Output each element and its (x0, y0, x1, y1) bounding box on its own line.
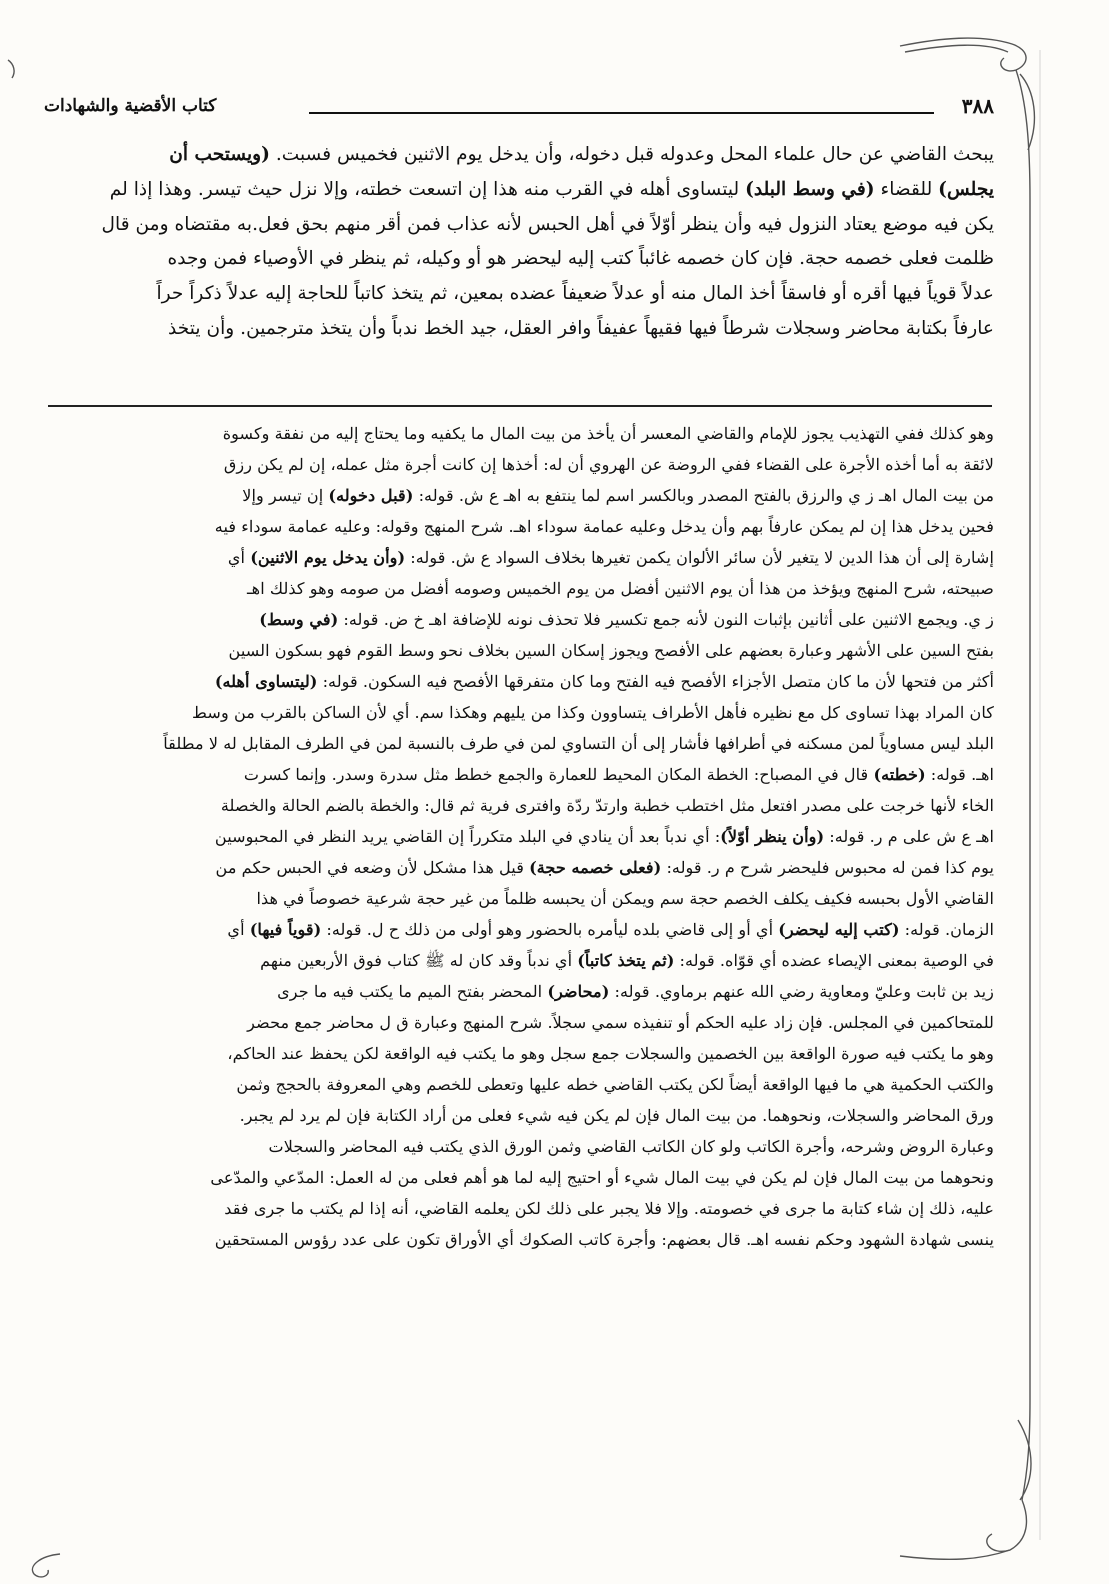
text-run: والكتب الحكمية هي ما فيها الواقعة أيضاً لكن يكتب القاضي خطه عليها وتعطى للخصم وهي المعروفة بالحجج وثمن (236, 1075, 994, 1094)
bold-term: (فعلى خصمه حجة) (529, 858, 662, 877)
bold-term: (ثم يتخذ كاتباً) (577, 951, 675, 970)
text-line (44, 242, 994, 277)
text-run: ينسى شهادة الشهود وحكم نفسه اهـ. قال بعضهم: وأجرة كاتب الصكوك أي الأوراق تكون على عدد رؤوس المستحقين (214, 1230, 994, 1249)
text-run: : أي ندباً بعد أن ينادي في البلد متكرراً إن القاضي يريد النظر في المحبوسين (214, 827, 721, 846)
footnote-separator (48, 405, 992, 407)
text-line (44, 728, 994, 759)
text-run: أي أو إلى قاضي بلده ليأمره بالحضور وهو أولى من ذلك ح ل. قوله: (321, 920, 779, 939)
header-rule (309, 112, 934, 114)
text-line (44, 138, 994, 173)
bold-term: (قوياً فيها) (249, 920, 322, 939)
text-run: ليتساوى أهله في القرب منه هذا إن اتسعت خطته، وإلا نزل حيث تيسر. وهذا إذا لم (109, 178, 746, 200)
text-run: أكثر من فتحها لأن ما كان متصل الأجزاء الأفصح فيه الفتح وما كان متفرقها الأفصح فيه السكون. قوله: (317, 672, 994, 691)
text-run: الخاء لأنها خرجت على مصدر افتعل مثل اختطب خطبة وارتدّ ردّة وافترى فرية ثم قال: والخطة بالضم الحالة والخصلة (220, 796, 994, 815)
text-line (44, 635, 994, 666)
text-line (44, 1162, 994, 1193)
text-run: لائقة به أما أخذه الأجرة على القضاء ففي الروضة عن الهروي أن له: أخذها إن كانت أجرة مثل عمله، إن لم يكن رزق (223, 455, 994, 474)
text-run: وهو ما يكتب فيه صورة الواقعة بين الخصمين والسجلات جمع سجل وهو ما يكتب فيه الواقعة لكن يحفظ عند الحاكم، (227, 1044, 994, 1063)
text-line (44, 821, 994, 852)
bold-term: (ليتساوى أهله) (214, 672, 318, 691)
text-run: إن تيسر وإلا (242, 486, 329, 505)
bold-term: يجلس) (938, 178, 994, 200)
text-run: عليه، ذلك إن شاء كتابة ما جرى في خصومته. وإلا فلا يجبر على ذلك لكن يعلمه القاضي، أنه إذا لم يكتب ما جرى فقد (224, 1199, 994, 1218)
text-line (44, 914, 994, 945)
text-run: بفتح السين على الأشهر وعبارة بعضهم على الأفصح ويجوز إسكان السين بخلاف نحو وسط القوم فهو بسكون السين (228, 641, 994, 660)
text-run: للقضاء (874, 178, 939, 200)
text-run: فحين يدخل هذا إن لم يمكن عارفاً بهم وأن يدخل وعليه عمامة سوداء اهـ. شرح المنهج وقوله: وعليه عمامة سوداء فيه (214, 517, 994, 536)
bold-term: (في وسط) (259, 610, 339, 629)
text-line (44, 883, 994, 914)
text-run: للمتحاكمين في المجلس. فإن زاد عليه الحكم أو تنفيذه سمي سجلاً. شرح المنهج وعبارة ق ل محاضر جمع محضر (247, 1013, 994, 1032)
bold-term: (وأن يدخل يوم الاثنين) (250, 548, 406, 567)
text-run: عدلاً قوياً فيها أقره أو فاسقاً أخذ المال منه أو عدلاً ضعيفاً عضده بمعين، ثم يتخذ كاتباً للحاجة إليه عدلاً ذكراً حراً (156, 283, 994, 305)
text-line (44, 790, 994, 821)
text-line (44, 277, 994, 312)
commentary-text (44, 418, 994, 1255)
text-line (44, 173, 994, 208)
text-run: صبيحته، شرح المنهج ويؤخذ من هذا أن يوم الاثنين أفضل من يوم الخميس وصومه أفضل من صومه وهو كذلك اهـ (246, 579, 994, 598)
text-line (44, 852, 994, 883)
text-run: من بيت المال اهـ ز ي والرزق بالفتح المصدر وبالكسر اسم لما ينتفع به اهـ ع ش. قوله: (413, 486, 994, 505)
text-run: اهـ ع ش على م ر. قوله: (824, 827, 994, 846)
bold-term: (في وسط البلد) (745, 178, 875, 200)
text-line (44, 1131, 994, 1162)
text-line (44, 1069, 994, 1100)
text-run: أي (227, 920, 250, 939)
text-line (44, 511, 994, 542)
text-line (44, 1224, 994, 1255)
main-text (44, 138, 994, 347)
text-line (44, 945, 994, 976)
text-line (44, 449, 994, 480)
bold-term: (ويستحب أن (169, 144, 270, 165)
text-run: ورق المحاضر والسجلات، ونحوهما. من بيت المال فإن لم يكن فيه شيء فعلى من أراد الكتابة فإن لم يرد لم يجبر. (239, 1106, 994, 1125)
text-run: يكن فيه موضع يعتاد النزول فيه وأن ينظر أوّلاً في أهل الحبس لأنه عذاب فمن أقر منهم بحق فعل.به مقتضاه ومن قال (101, 213, 994, 235)
text-line (44, 418, 994, 449)
text-line (44, 1100, 994, 1131)
text-run: عارفاً بكتابة محاضر وسجلات شرطاً فيها فقيهاً عفيفاً وافر العقل، جيد الخط ندباً وأن يتخذ مترجمين. وأن يتخذ (168, 317, 994, 339)
text-run: القاضي الأول بحبسه فكيف يكلف الخصم حجة سم ويمكن أن يحبسه ظلماً من غير حجة شرعية خصوصاً في هذا (256, 889, 994, 908)
text-line (44, 604, 994, 635)
text-run: الزمان. قوله: (899, 920, 994, 939)
text-line (44, 1038, 994, 1069)
bold-term: (خطته) (873, 765, 926, 784)
bold-term: (قبل دخوله) (328, 486, 414, 505)
text-run: زيد بن ثابت وعليّ ومعاوية رضي الله عنهم برماوي. قوله: (609, 982, 994, 1001)
text-run: ز ي. ويجمع الاثنين على أثانين بإثبات النون لأنه جمع تكسير فلا تحذف نونه للإضافة اهـ خ ض. قوله: (338, 610, 994, 629)
text-run: يوم كذا فمن له محبوس فليحضر شرح م ر. قوله: (661, 858, 994, 877)
text-run: أي ندباً وقد كان له ﷺ كتاب فوق الأربعين منهم (260, 951, 578, 970)
text-run: إشارة إلى أن هذا الدين لا يتغير لأن سائر الألوان يكمن تغيرها بخلاف السواد ع ش. قوله: (405, 548, 994, 567)
text-run: المحضر بفتح الميم ما يكتب فيه ما جرى (277, 982, 548, 1001)
text-line (44, 480, 994, 511)
text-run: في الوصية بمعنى الإيصاء عضده أي قوّاه. قوله: (674, 951, 994, 970)
text-run: ظلمت فعلى خصمه حجة. فإن كان خصمه غائباً كتب إليه ليحضر هو أو وكيله، ثم ينظر في الأوصياء فمن وجده (167, 248, 994, 270)
text-line (44, 208, 994, 243)
text-line (44, 573, 994, 604)
text-line (44, 1193, 994, 1224)
bold-term: (كتب إليه ليحضر) (778, 920, 900, 939)
text-run: كان المراد بهذا تساوى كل مع نظيره فأهل الأطراف يتساوون وكذا من يليهم وهكذا سم. أي لأن الساكن بالقرب من وسط (192, 703, 994, 722)
bold-term: (وأن ينظر أوّلاً) (720, 827, 825, 846)
text-line (44, 666, 994, 697)
text-line (44, 542, 994, 573)
text-line (44, 697, 994, 728)
text-run: قال في المصباح: الخطة المكان المحيط للعمارة والجمع خطط مثل سدرة وسدر. وإنما كسرت (243, 765, 874, 784)
text-run: وهو كذلك ففي التهذيب يجوز للإمام والقاضي المعسر أن يأخذ من بيت المال ما يكفيه وما يحتاج إليه من نفقة وكسوة (222, 424, 994, 443)
text-run: وعبارة الروض وشرحه، وأجرة الكاتب ولو كان الكاتب القاضي وثمن الورق الذي يكتب فيه المحاضر والسجلات (268, 1137, 994, 1156)
text-line (44, 312, 994, 347)
text-run: قيل هذا مشكل لأن وضعه في الحبس حكم من (215, 858, 530, 877)
text-line (44, 976, 994, 1007)
book-title: كتاب الأقضية والشهادات (44, 96, 217, 116)
page-header (44, 94, 994, 126)
text-run: أي (227, 548, 251, 567)
text-line (44, 1007, 994, 1038)
text-run: اهـ. قوله: (925, 765, 994, 784)
text-run: يبحث القاضي عن حال علماء المحل وعدوله قبل دخوله، وأن يدخل يوم الاثنين فخميس فسبت. (269, 144, 994, 165)
text-run: ونحوهما من بيت المال فإن لم يكن في بيت المال شيء أو احتيج إليه لما هو أهم فعلى من له العمل: المدّعي والمدّعى (210, 1168, 994, 1187)
bold-term: (محاضر) (547, 982, 610, 1001)
text-line (44, 759, 994, 790)
text-run: البلد ليس مساوياً لمن مسكنه في أطرافها فأشار إلى أن التساوي لمن في طرف بالنسبة لمن في الطرف المقابل له لا مطلقاً (163, 734, 994, 753)
page-number: ٣٨٨ (961, 94, 994, 118)
